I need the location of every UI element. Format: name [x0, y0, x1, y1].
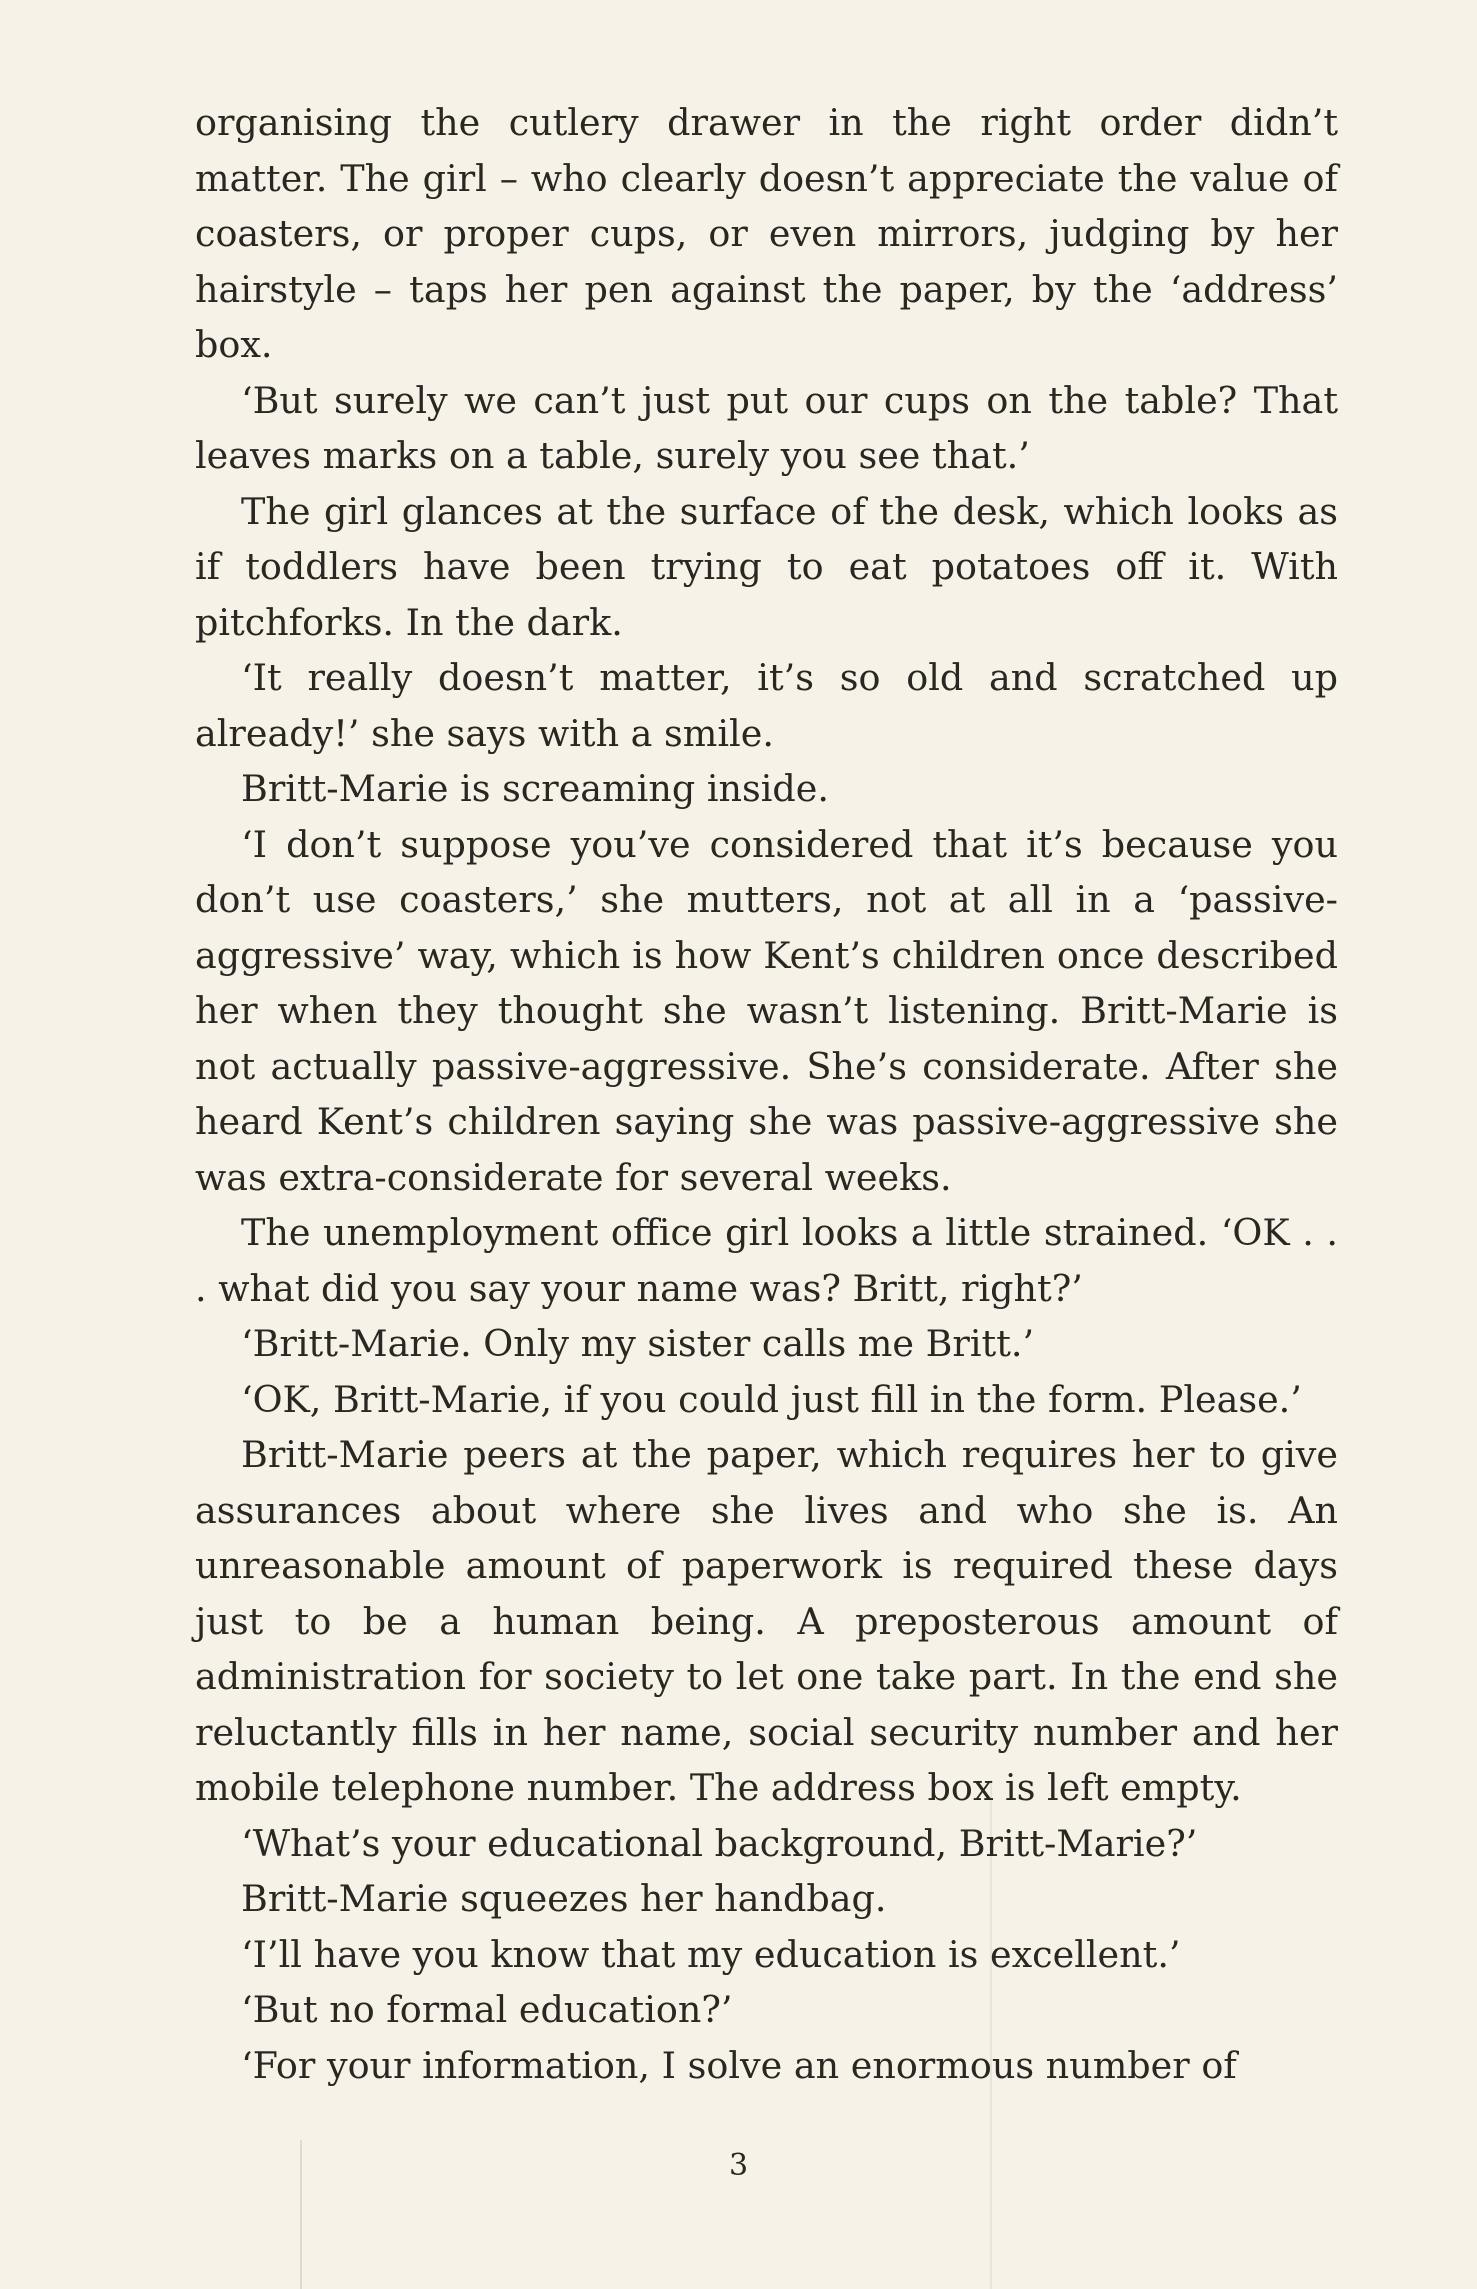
paragraph: Britt-Marie peers at the paper, which requires her to give assurances about where she lives and who she is. An unreasonable amount of paperwork is required these days just to be a human being. A preposterous amount of administration for society to let one take part. In the end she reluctantly fills in her name, social security number and her mobile telephone number. The address box is left empty.: [195, 1433, 1338, 1809]
paragraph: ‘Britt-Marie. Only my sister calls me Britt.’: [241, 1322, 1035, 1365]
paragraph: The unemployment office girl looks a little strained. ‘OK . . . what did you say your name was? Britt, right?’: [195, 1211, 1338, 1310]
paragraph: ‘I don’t suppose you’ve considered that it’s because you don’t use coasters,’ she mutters, not at all in a ‘passive-aggressive’ way, which is how Kent’s children once described her when they thought she wasn’t listening. Britt-Marie is not actually passive-aggressive. She’s considerate. After she heard Kent’s children saying she was passive-aggressive she was extra-considerate for several weeks.: [195, 822, 1338, 1199]
paragraph: The girl glances at the surface of the desk, which looks as if toddlers have been trying to eat potatoes off it. With pitchforks. In the dark.: [195, 489, 1338, 644]
paragraph: ‘For your information, I solve an enormous number of: [241, 2043, 1237, 2087]
paragraph: Britt-Marie squeezes her handbag.: [241, 1877, 887, 1920]
paragraph: Britt-Marie is screaming inside.: [241, 767, 829, 810]
paragraph: ‘It really doesn’t matter, it’s so old and scratched up already!’ she says with a smile.: [195, 656, 1338, 755]
paragraph: ‘OK, Britt-Marie, if you could just fill in the form. Please.’: [241, 1377, 1302, 1421]
paragraph: ‘I’ll have you know that my education is excellent.’: [241, 1932, 1181, 1976]
page-number: 3: [728, 2148, 749, 2183]
paragraph: ‘What’s your educational background, Britt-Marie?’: [241, 1821, 1198, 1865]
paragraph: ‘But surely we can’t just put our cups on the table? That leaves marks on a table, surely you see that.’: [195, 378, 1338, 477]
paragraph: ‘But no formal education?’: [241, 1988, 733, 2031]
paragraph: organising the cutlery drawer in the right order didn’t matter. The girl – who clearly doesn’t appreciate the value of coasters, or proper cups, or even mirrors, judging by her hairstyle – taps her pen against the paper, by the ‘address’ box.: [195, 101, 1338, 366]
body-text: [195, 95, 1338, 2093]
